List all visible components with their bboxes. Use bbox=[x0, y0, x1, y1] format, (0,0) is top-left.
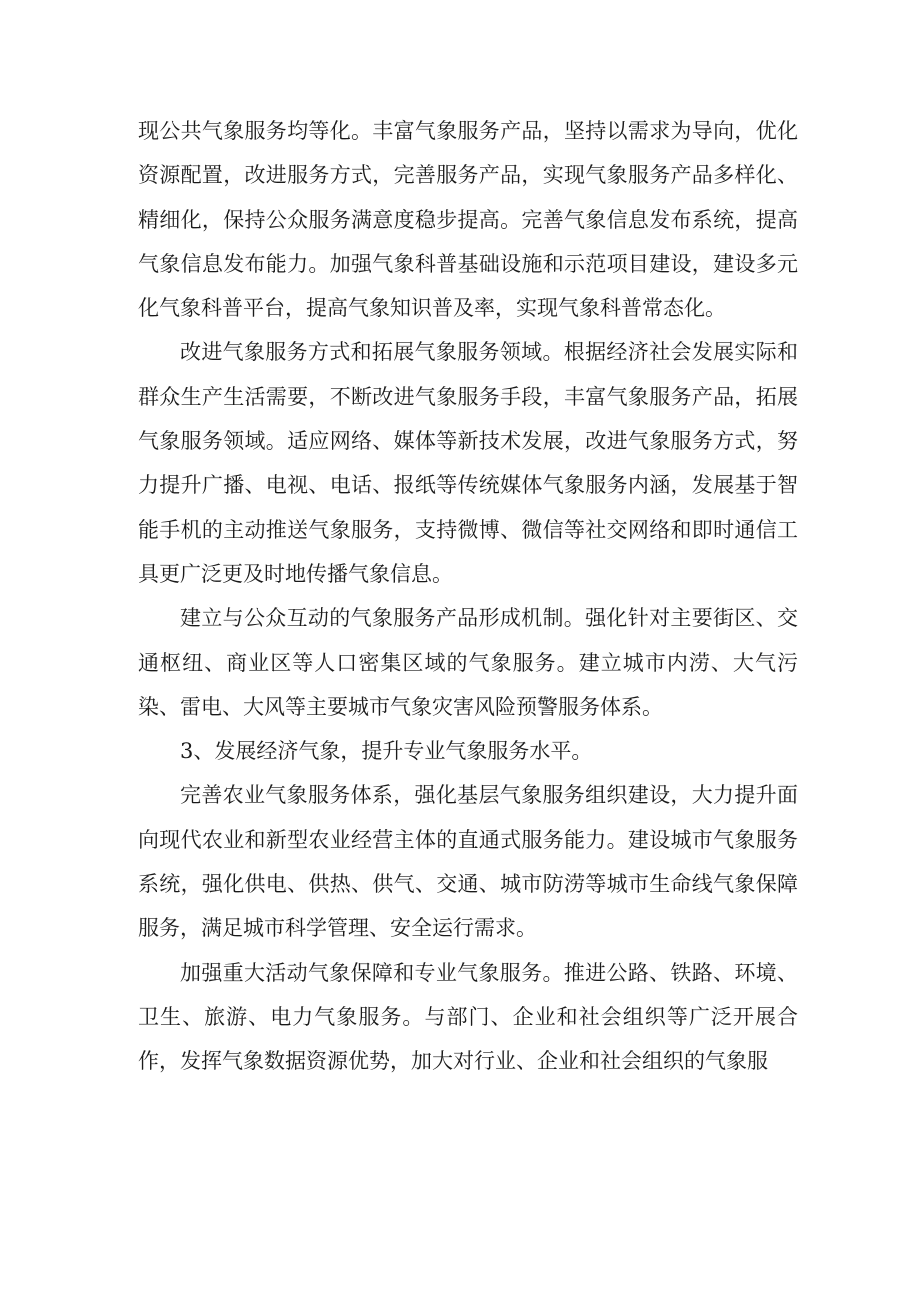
paragraph-4: 完善农业气象服务体系，强化基层气象服务组织建设，大力提升面向现代农业和新型农业经营主体的直通式服务能力。建设城市气象服务系统，强化供电、供热、供气、交通、城市防涝等城市生命线气象保障服务，满足城市科学管理、安全运行需求。 bbox=[138, 783, 798, 941]
paragraph-2: 改进气象服务方式和拓展气象服务领域。根据经济社会发展实际和群众生产生活需要，不断改进气象服务手段，丰富气象服务产品，拓展气象服务领域。适应网络、媒体等新技术发展，改进气象服务方式，努力提升广播、电视、电话、报纸等传统媒体气象服务内涵，发展基于智能手机的主动推送气象服务，支持微博、微信等社交网络和即时通信工具更广泛更及时地传播气象信息。 bbox=[138, 340, 798, 586]
document-body bbox=[138, 109, 798, 1084]
paragraph-3: 建立与公众互动的气象服务产品形成机制。强化针对主要街区、交通枢纽、商业区等人口密集区域的气象服务。建立城市内涝、大气污染、雷电、大风等主要城市气象灾害风险预警服务体系。 bbox=[138, 606, 798, 719]
paragraph-5: 加强重大活动气象保障和专业气象服务。推进公路、铁路、环境、卫生、旅游、电力气象服务。与部门、企业和社会组织等广泛开展合作，发挥气象数据资源优势，加大对行业、企业和社会组织的气象服 bbox=[138, 960, 798, 1074]
section-heading-3: 3、发展经济气象，提升专业气象服务水平。 bbox=[180, 739, 593, 764]
paragraph-1: 现公共气象服务均等化。丰富气象服务产品，坚持以需求为导向，优化资源配置，改进服务方式，完善服务产品，实现气象服务产品多样化、精细化，保持公众服务满意度稳步提高。完善气象信息发布系统，提高气象信息发布能力。加强气象科普基础设施和示范项目建设，建设多元化气象科普平台，提高气象知识普及率，实现气象科普常态化。 bbox=[138, 119, 798, 321]
